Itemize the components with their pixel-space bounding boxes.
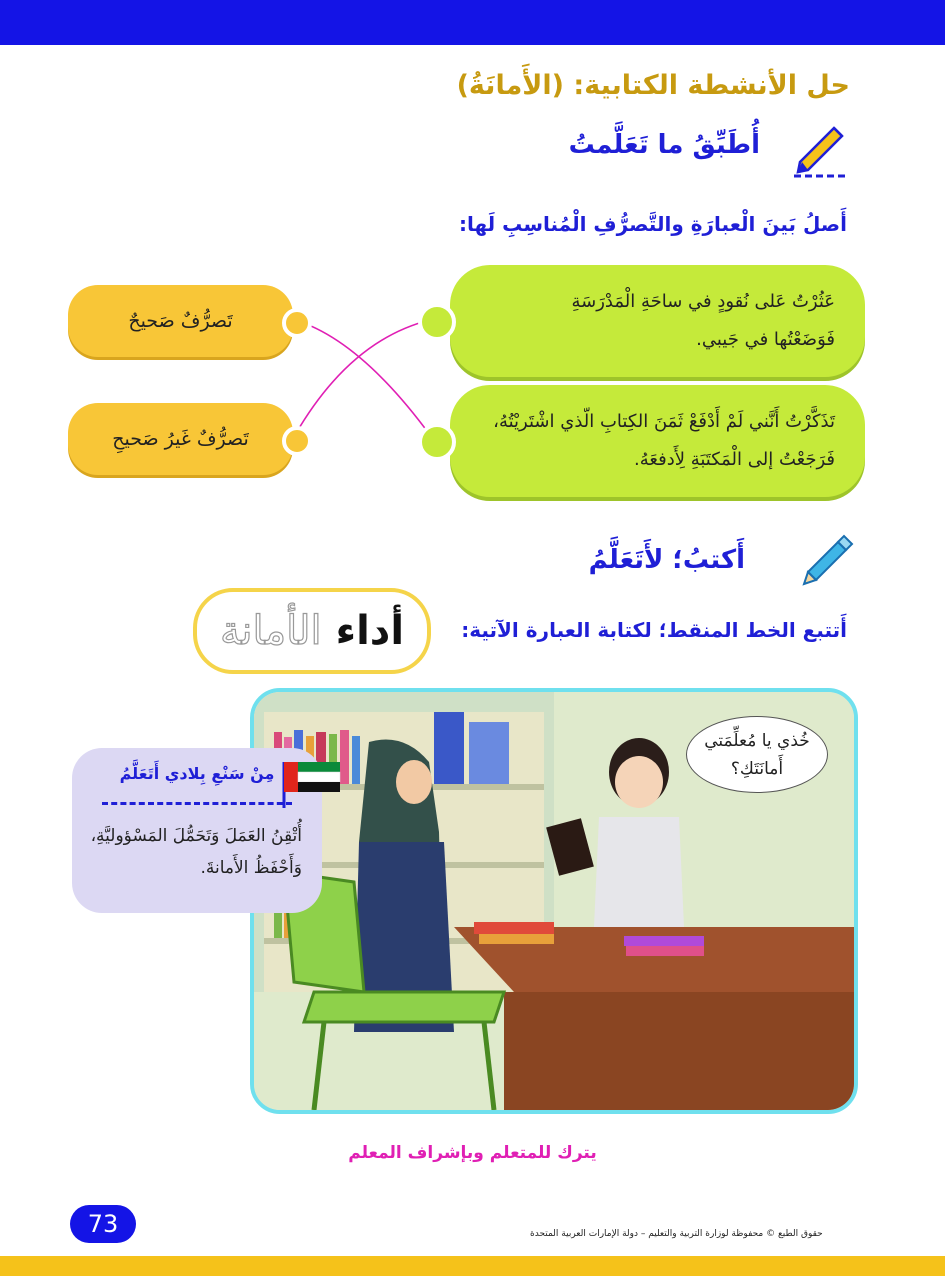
trace-dotted-word[interactable]: الأمانة (219, 608, 322, 654)
bottom-bar (0, 1256, 945, 1276)
write-title: أَكتبُ؛ لأَتَعَلَّمُ (588, 545, 745, 575)
teacher-note: يترك للمتعلم وبإشراف المعلم (348, 1143, 597, 1163)
heritage-note-divider (102, 802, 292, 805)
copyright-notice: حقوق الطبع © محفوظة لوزارة التربية والتعليم – دولة الإمارات العربية المتحدة (530, 1229, 823, 1239)
statement-1-connector[interactable] (418, 303, 456, 341)
apply-title: أُطَبِّقُ ما تَعَلَّمتُ (568, 130, 760, 160)
behavior-incorrect-card: تَصرُّفٌ غَيرُ صَحيحِ (68, 403, 293, 475)
section-title: حل الأنشطة الكتابية: (الأَمانَةُ) (456, 70, 850, 101)
matching-instruction: أَصلُ بَينَ الْعبارَةِ والتَّصرُّفِ الْمُناسِبِ لَها: (458, 212, 847, 236)
page-number: 73 (70, 1205, 136, 1243)
heritage-note-title: مِنْ سَنْعِ بِلادي أَتَعَلَّمُ (119, 764, 275, 783)
pencil-writing-icon (790, 118, 852, 180)
heritage-note-text: أُتْقِنُ العَمَلَ وَتَحَمُّلَ المَسْؤوليَّةِ، وَأَحْفَظُ الأَمانةَ. (90, 826, 302, 878)
statement-2-text: تَذَكَّرْتُ أَنَّني لَمْ أَدْفَعْ ثَمَنَ الكِتابِ الّذي اشْتَريْتُهُ، فَرَجَعْتُ إلى الْمَكتَبَةِ لِأَدفعَهُ. (493, 411, 835, 470)
tracing-box[interactable] (193, 588, 431, 674)
tracing-instruction: أَتتبع الخط المنقط؛ لكتابة العبارة الآتية: (461, 618, 847, 642)
statement-2-connector[interactable] (418, 423, 456, 461)
behavior-incorrect-connector[interactable] (282, 426, 312, 456)
uae-flag-icon (280, 756, 344, 810)
statement-card-1 (450, 265, 865, 377)
behavior-correct-connector[interactable] (282, 308, 312, 338)
behavior-correct-card: تَصرُّفٌ صَحيحٌ (68, 285, 293, 357)
statement-1-text: عَثُرْتُ عَلى نُقودٍ في ساحَةِ الْمَدْرَسَةِ فَوَضَعْتُها في جَيبي. (571, 291, 835, 350)
statement-card-2 (450, 385, 865, 497)
crayon-icon (800, 532, 854, 586)
top-bar (0, 0, 945, 45)
student-speech-bubble: خُذي يا مُعلِّمَتي أَمانَتَكِ؟ (686, 716, 828, 793)
trace-solid-word: أداء (335, 608, 405, 654)
